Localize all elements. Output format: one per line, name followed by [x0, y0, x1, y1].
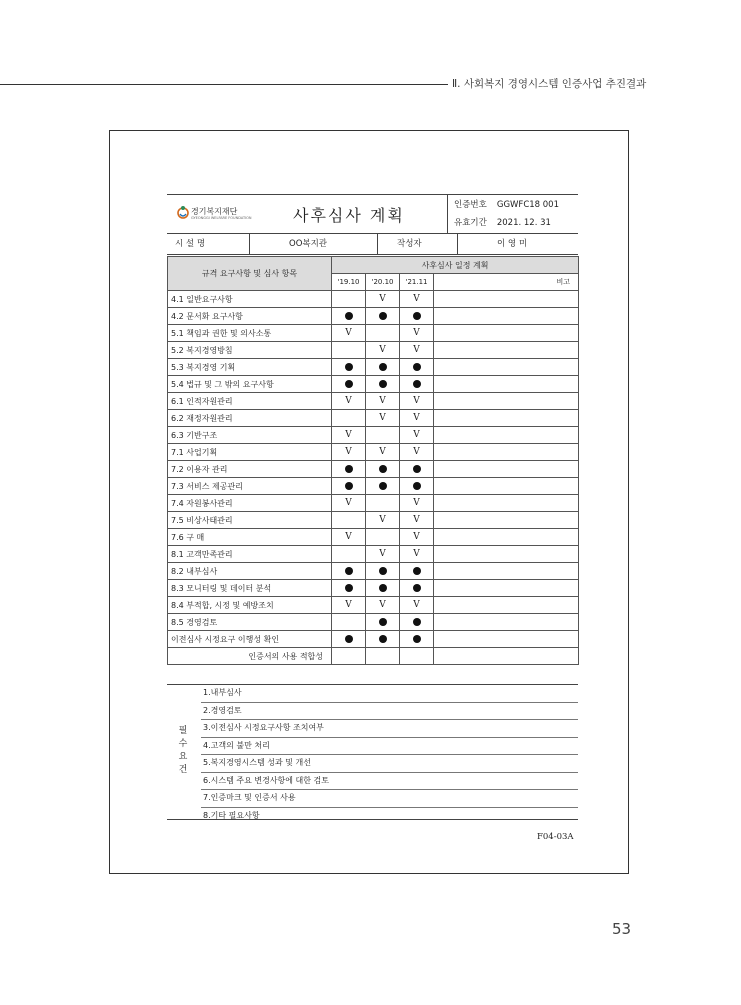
full-audit-mark — [379, 584, 387, 592]
full-audit-mark — [345, 584, 353, 592]
audit-item: 8.3 모니터링 및 데이터 분석 — [168, 580, 332, 597]
check-mark: V — [379, 515, 386, 525]
remarks-cell — [434, 546, 579, 563]
form-code: F04-03A — [537, 832, 574, 842]
requirement-item: 3.이전심사 시정요구사항 조치여부 — [201, 720, 578, 738]
plan-cell — [366, 376, 400, 393]
table-header-row — [168, 257, 579, 274]
audit-item: 6.1 인적자원관리 — [168, 393, 332, 410]
requirement-item: 8.기타 필요사항 — [203, 810, 260, 820]
remarks-cell — [434, 444, 579, 461]
certificate-meta — [447, 195, 579, 233]
plan-cell — [332, 291, 366, 308]
check-mark: V — [345, 396, 352, 406]
plan-cell — [366, 308, 400, 325]
plan-cell — [400, 444, 434, 461]
facility-label: 시 설 명 — [175, 239, 206, 249]
table-row — [168, 495, 579, 512]
full-audit-mark — [413, 363, 421, 371]
plan-cell — [332, 580, 366, 597]
plan-cell — [400, 495, 434, 512]
plan-cell — [366, 427, 400, 444]
table-row — [168, 648, 579, 665]
check-mark: V — [413, 328, 420, 338]
plan-cell — [332, 546, 366, 563]
check-mark: V — [413, 294, 420, 304]
audit-item: 6.3 기반구조 — [168, 427, 332, 444]
check-mark: V — [345, 498, 352, 508]
page-number: 53 — [612, 920, 632, 938]
date-header: '21.11 — [400, 274, 434, 291]
plan-cell — [332, 614, 366, 631]
plan-cell — [366, 325, 400, 342]
req-label-char: 수 — [178, 739, 188, 749]
plan-cell — [366, 478, 400, 495]
full-audit-mark — [413, 380, 421, 388]
table-row — [168, 376, 579, 393]
plan-cell — [366, 512, 400, 529]
req-label-char: 건 — [178, 765, 188, 775]
plan-cell — [400, 597, 434, 614]
plan-cell — [332, 308, 366, 325]
table-row — [168, 614, 579, 631]
running-header: Ⅱ. 사회복지 경영시스템 인증사업 추진결과 — [452, 78, 647, 90]
requirements-list — [201, 685, 578, 824]
full-audit-mark — [379, 380, 387, 388]
plan-cell — [332, 342, 366, 359]
full-audit-mark — [345, 482, 353, 490]
remarks-cell — [434, 563, 579, 580]
plan-cell — [332, 444, 366, 461]
check-mark: V — [413, 498, 420, 508]
remarks-header: 비고 — [434, 274, 579, 291]
full-audit-mark — [345, 635, 353, 643]
plan-cell — [366, 495, 400, 512]
plan-cell — [332, 359, 366, 376]
audit-item: 5.4 법규 및 그 밖의 요구사항 — [168, 376, 332, 393]
table-row — [168, 580, 579, 597]
remarks-cell — [434, 614, 579, 631]
check-mark: V — [413, 345, 420, 355]
remarks-cell — [434, 631, 579, 648]
remarks-cell — [434, 597, 579, 614]
facility-name: OO복지관 — [289, 239, 328, 249]
plan-cell — [366, 291, 400, 308]
logo-subtitle: GYEONGGI WELFARE FOUNDATION — [191, 216, 252, 220]
plan-cell — [332, 478, 366, 495]
audit-item: 5.2 복지경영방침 — [168, 342, 332, 359]
remarks-cell — [434, 478, 579, 495]
check-mark: V — [413, 447, 420, 457]
audit-item: 7.4 자원봉사관리 — [168, 495, 332, 512]
plan-cell — [400, 393, 434, 410]
audit-item: 7.2 이용자 관리 — [168, 461, 332, 478]
audit-item: 7.3 서비스 제공관리 — [168, 478, 332, 495]
plan-cell — [366, 359, 400, 376]
plan-cell — [400, 512, 434, 529]
full-audit-mark — [379, 312, 387, 320]
remarks-cell — [434, 393, 579, 410]
full-audit-mark — [413, 312, 421, 320]
table-row — [168, 631, 579, 648]
plan-cell — [400, 291, 434, 308]
plan-cell — [400, 546, 434, 563]
full-audit-mark — [345, 380, 353, 388]
plan-cell — [400, 376, 434, 393]
full-audit-mark — [345, 567, 353, 575]
plan-cell — [332, 495, 366, 512]
facility-row — [167, 233, 578, 255]
plan-cell — [366, 546, 400, 563]
check-mark: V — [413, 430, 420, 440]
plan-cell — [332, 529, 366, 546]
plan-cell — [366, 597, 400, 614]
check-mark: V — [379, 345, 386, 355]
table-row — [168, 444, 579, 461]
remarks-cell — [434, 308, 579, 325]
plan-cell — [366, 410, 400, 427]
check-mark: V — [379, 396, 386, 406]
remarks-cell — [434, 512, 579, 529]
date-header: '20.10 — [366, 274, 400, 291]
check-mark: V — [413, 600, 420, 610]
cert-no-line — [454, 198, 559, 210]
divider — [249, 233, 250, 254]
full-audit-mark — [345, 363, 353, 371]
audit-plan-table — [167, 256, 579, 665]
requirement-item: 4.고객의 불만 처리 — [201, 738, 578, 756]
valid-line — [454, 216, 551, 228]
plan-cell — [366, 529, 400, 546]
check-mark: V — [345, 532, 352, 542]
plan-cell — [332, 410, 366, 427]
plan-cell — [332, 631, 366, 648]
plan-cell — [366, 444, 400, 461]
plan-cell — [400, 427, 434, 444]
check-mark: V — [379, 549, 386, 559]
check-mark: V — [345, 430, 352, 440]
full-audit-mark — [379, 635, 387, 643]
remarks-cell — [434, 291, 579, 308]
requirement-item: 1.내부심사 — [201, 685, 578, 703]
remarks-cell — [434, 461, 579, 478]
audit-item: 8.1 고객만족관리 — [168, 546, 332, 563]
table-row — [168, 597, 579, 614]
plan-header: 사후심사 일정 계획 — [332, 257, 579, 274]
audit-item: 4.2 문서화 요구사항 — [168, 308, 332, 325]
check-mark: V — [413, 532, 420, 542]
plan-cell — [400, 461, 434, 478]
plan-body — [168, 291, 579, 665]
remarks-cell — [434, 410, 579, 427]
foundation-logo-icon — [177, 205, 189, 219]
table-row — [168, 427, 579, 444]
form-title-row — [167, 194, 578, 234]
requirements-label — [177, 725, 189, 777]
remarks-cell — [434, 359, 579, 376]
table-row — [168, 342, 579, 359]
plan-cell — [332, 325, 366, 342]
plan-cell — [400, 325, 434, 342]
full-audit-mark — [379, 567, 387, 575]
audit-item: 8.4 부적합, 시정 및 예방조치 — [168, 597, 332, 614]
check-mark: V — [345, 600, 352, 610]
full-audit-mark — [345, 465, 353, 473]
check-mark: V — [413, 549, 420, 559]
plan-cell — [400, 614, 434, 631]
audit-item: 이전심사 시정요구 이행성 확인 — [168, 631, 332, 648]
table-row — [168, 393, 579, 410]
plan-cell — [400, 580, 434, 597]
check-mark: V — [345, 328, 352, 338]
remarks-cell — [434, 342, 579, 359]
plan-cell — [366, 461, 400, 478]
remarks-cell — [434, 376, 579, 393]
audit-item: 6.2 재정자원관리 — [168, 410, 332, 427]
plan-cell — [400, 359, 434, 376]
check-mark: V — [379, 294, 386, 304]
full-audit-mark — [413, 618, 421, 626]
table-row — [168, 563, 579, 580]
requirement-item: 6.시스템 주요 변경사항에 대한 검토 — [201, 773, 578, 791]
remarks-cell — [434, 427, 579, 444]
valid-label: 유효기간 — [454, 218, 487, 228]
check-mark: V — [413, 515, 420, 525]
audit-item: 5.3 복지경영 기획 — [168, 359, 332, 376]
plan-cell — [366, 563, 400, 580]
header-rule — [0, 84, 448, 85]
divider — [377, 233, 378, 254]
plan-cell — [400, 563, 434, 580]
plan-cell — [332, 648, 366, 665]
plan-cell — [366, 631, 400, 648]
audit-item: 4.1 일반요구사항 — [168, 291, 332, 308]
cert-no-label: 인증번호 — [454, 200, 487, 210]
req-label-char: 요 — [178, 752, 188, 762]
check-mark: V — [379, 413, 386, 423]
full-audit-mark — [413, 567, 421, 575]
plan-cell — [366, 342, 400, 359]
audit-item: 8.2 내부심사 — [168, 563, 332, 580]
table-row — [168, 529, 579, 546]
plan-cell — [332, 461, 366, 478]
table-row — [168, 478, 579, 495]
table-row — [168, 546, 579, 563]
check-mark: V — [345, 447, 352, 457]
plan-cell — [332, 393, 366, 410]
auditor-name: 이 영 미 — [497, 239, 528, 249]
audit-item: 5.1 책임과 권한 및 의사소통 — [168, 325, 332, 342]
plan-cell — [400, 342, 434, 359]
plan-cell — [400, 308, 434, 325]
plan-cell — [400, 648, 434, 665]
req-label-char: 필 — [178, 726, 188, 736]
requirement-item: 5.복지경영시스템 성과 및 개선 — [201, 755, 578, 773]
audit-item: 7.5 비상사태관리 — [168, 512, 332, 529]
full-audit-mark — [413, 584, 421, 592]
plan-cell — [332, 427, 366, 444]
full-audit-mark — [379, 465, 387, 473]
table-row — [168, 308, 579, 325]
valid-date: 2021. 12. 31 — [496, 218, 551, 228]
requirements-block — [167, 684, 578, 820]
plan-cell — [366, 648, 400, 665]
requirement-item: 7.인증마크 및 인증서 사용 — [201, 790, 578, 808]
plan-cell — [366, 580, 400, 597]
full-audit-mark — [413, 482, 421, 490]
audit-item: 인증서의 사용 적합성 — [168, 648, 332, 665]
plan-cell — [366, 393, 400, 410]
table-row — [168, 359, 579, 376]
remarks-cell — [434, 529, 579, 546]
full-audit-mark — [379, 618, 387, 626]
full-audit-mark — [413, 465, 421, 473]
logo-name: 경기복지재단 — [191, 207, 238, 216]
item-column-header: 규격 요구사항 및 심사 항목 — [168, 257, 332, 291]
plan-cell — [332, 376, 366, 393]
plan-cell — [332, 597, 366, 614]
full-audit-mark — [413, 635, 421, 643]
plan-cell — [332, 563, 366, 580]
remarks-cell — [434, 325, 579, 342]
auditor-label: 작성자 — [397, 239, 422, 249]
cert-no-value: GGWFC18 001 — [496, 200, 560, 210]
full-audit-mark — [379, 363, 387, 371]
requirement-item: 2.경영검토 — [201, 703, 578, 721]
plan-cell — [400, 410, 434, 427]
plan-cell — [400, 478, 434, 495]
divider — [457, 233, 458, 254]
audit-item: 8.5 경영검토 — [168, 614, 332, 631]
plan-cell — [400, 529, 434, 546]
full-audit-mark — [345, 312, 353, 320]
table-row — [168, 512, 579, 529]
audit-item: 7.6 구 매 — [168, 529, 332, 546]
table-row — [168, 410, 579, 427]
date-header: '19.10 — [332, 274, 366, 291]
table-row — [168, 291, 579, 308]
plan-cell — [332, 512, 366, 529]
remarks-cell — [434, 648, 579, 665]
audit-item: 7.1 사업기획 — [168, 444, 332, 461]
plan-cell — [366, 614, 400, 631]
check-mark: V — [413, 396, 420, 406]
table-row — [168, 461, 579, 478]
remarks-cell — [434, 495, 579, 512]
check-mark: V — [413, 413, 420, 423]
plan-cell — [400, 631, 434, 648]
form-title: 사후심사 계획 — [293, 206, 405, 225]
remarks-cell — [434, 580, 579, 597]
full-audit-mark — [379, 482, 387, 490]
check-mark: V — [379, 600, 386, 610]
table-row — [168, 325, 579, 342]
check-mark: V — [379, 447, 386, 457]
